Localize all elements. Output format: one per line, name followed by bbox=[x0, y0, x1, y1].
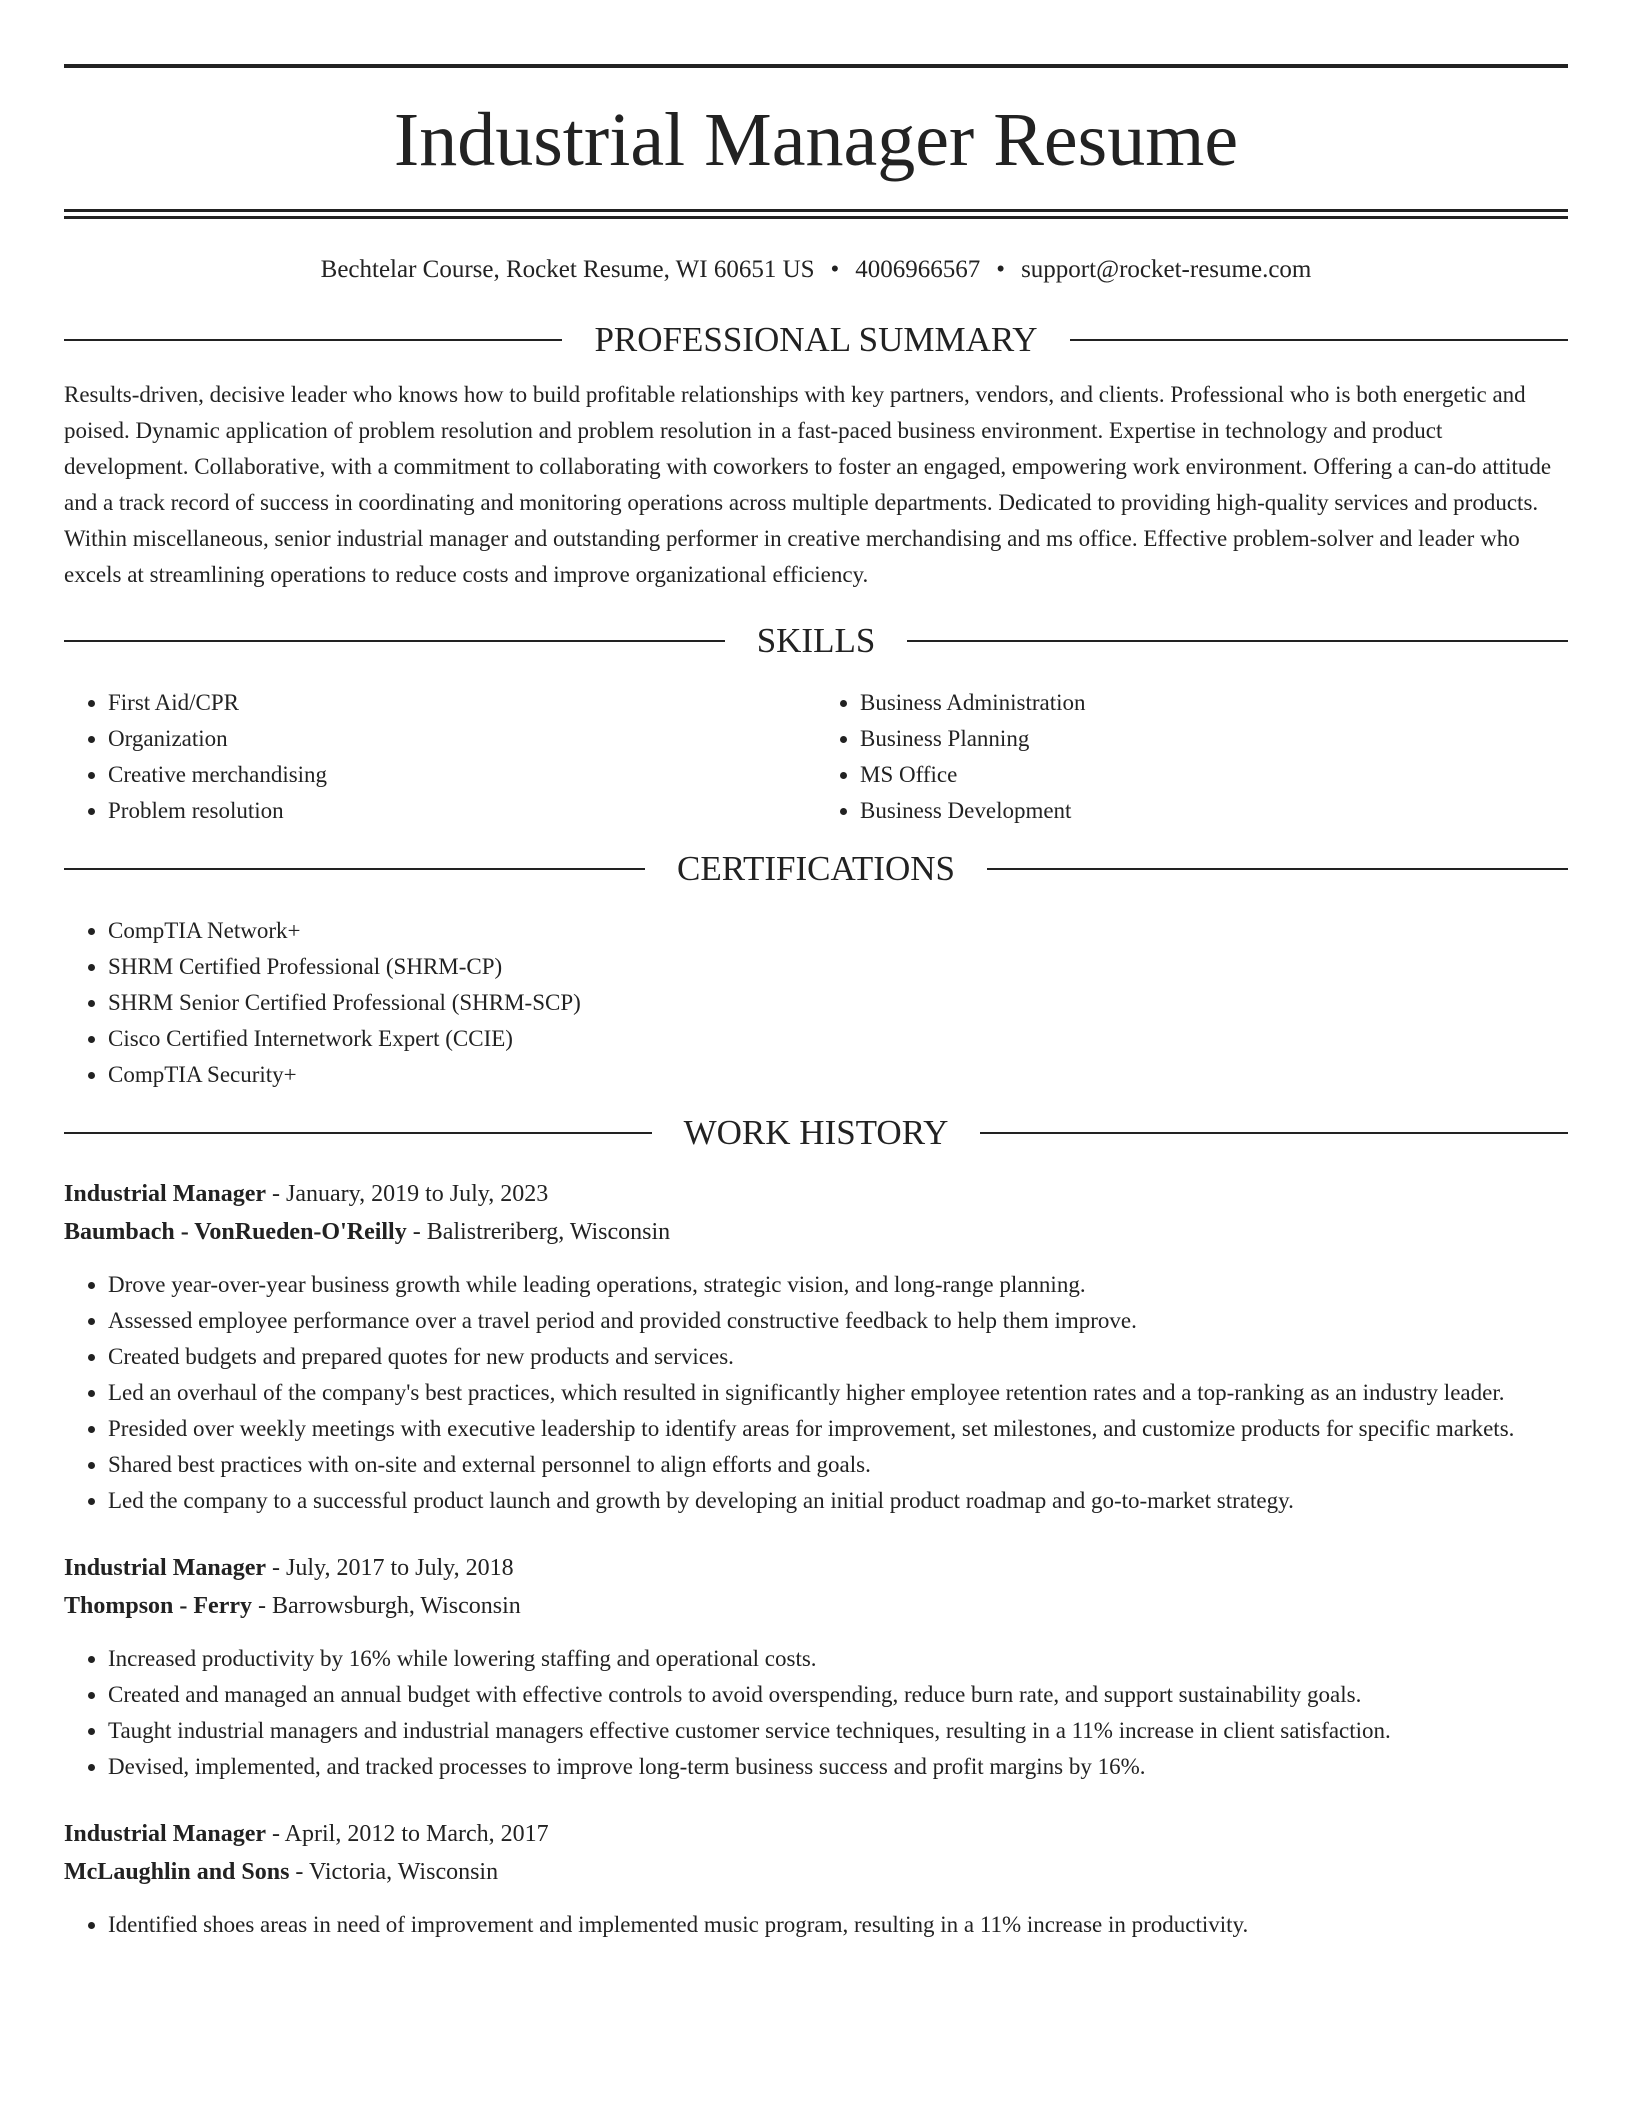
job-dates: - January, 2019 to July, 2023 bbox=[266, 1181, 549, 1207]
skills-list bbox=[64, 685, 1568, 829]
job-bullet: • Created budgets and prepared quotes for new products and services. bbox=[108, 1339, 1568, 1375]
job-entry bbox=[64, 1815, 1568, 1943]
job-entry bbox=[64, 1549, 1568, 1785]
job-bullet: • Drove year-over-year business growth while leading operations, strategic vision, and long-range planning. bbox=[108, 1267, 1568, 1303]
job-location: - Balistreriberg, Wisconsin bbox=[406, 1219, 671, 1245]
job-bullet: • Assessed employee performance over a travel period and provided constructive feedback to help them improve. bbox=[108, 1303, 1568, 1339]
skill-item: • Business Development bbox=[860, 793, 1568, 829]
heading-rule-left bbox=[64, 640, 725, 642]
job-title-line bbox=[64, 1175, 1568, 1213]
job-dates: - April, 2012 to March, 2017 bbox=[266, 1821, 549, 1847]
work-history-heading-label: WORK HISTORY bbox=[683, 1113, 949, 1152]
heading-rule-left bbox=[64, 868, 645, 870]
skills-heading bbox=[64, 621, 1568, 661]
job-company: McLaughlin and Sons bbox=[64, 1859, 290, 1885]
certification-item: • SHRM Certified Professional (SHRM-CP) bbox=[108, 949, 1568, 985]
heading-rule-right bbox=[1070, 339, 1568, 341]
job-bullet: • Presided over weekly meetings with executive leadership to identify areas for improvement, set milestones, and customize products for specific markets. bbox=[108, 1411, 1568, 1447]
contact-separator: • bbox=[830, 256, 840, 283]
job-bullet: • Identified shoes areas in need of improvement and implemented music program, resulting in a 11% increase in productivity. bbox=[108, 1907, 1568, 1943]
summary-text: Results-driven, decisive leader who knows how to build profitable relationships with key partners, vendors, and clients. Professional who is both energetic and poised. Dynamic application of problem resolution and problem resolution in a fast-paced business environment. Expertise in technology and product development. Collaborative, with a commitment to collaborating with coworkers to foster an engaged, empowering work environment. Offering a can-do attitude and a track record of success in coordinating and monitoring operations across multiple departments. Dedicated to providing high-quality services and products. Within miscellaneous, senior industrial manager and outstanding performer in creative merchandising and ms office. Effective problem-solver and leader who excels at streamlining operations to reduce costs and improve organizational efficiency. bbox=[64, 382, 1552, 587]
summary-heading bbox=[64, 320, 1568, 360]
certifications-heading-label: CERTIFICATIONS bbox=[677, 849, 955, 888]
heading-rule-right bbox=[907, 640, 1568, 642]
contact-email: support@rocket-resume.com bbox=[1021, 256, 1312, 283]
job-dates: - July, 2017 to July, 2018 bbox=[266, 1555, 514, 1581]
certification-item: • Cisco Certified Internetwork Expert (CCIE) bbox=[108, 1021, 1568, 1057]
contact-phone: 4006966567 bbox=[855, 256, 981, 283]
contact-line bbox=[64, 252, 1568, 288]
work-history-heading bbox=[64, 1113, 1568, 1153]
certifications-heading bbox=[64, 849, 1568, 889]
job-bullet: • Shared best practices with on-site and external personnel to align efforts and goals. bbox=[108, 1447, 1568, 1483]
job-title: Industrial Manager bbox=[64, 1181, 267, 1207]
heading-rule-left bbox=[64, 339, 562, 341]
job-company: Baumbach - VonRueden-O'Reilly bbox=[64, 1219, 407, 1245]
job-bullet: • Led an overhaul of the company's best practices, which resulted in significantly higher employee retention rates and a top-ranking as an industry leader. bbox=[108, 1375, 1568, 1411]
summary-heading-label: PROFESSIONAL SUMMARY bbox=[594, 320, 1038, 359]
heading-rule-right bbox=[980, 1132, 1568, 1134]
heading-rule-right bbox=[987, 868, 1568, 870]
heading-rule-left bbox=[64, 1132, 652, 1134]
skill-item: • First Aid/CPR bbox=[108, 685, 816, 721]
skill-item: • Problem resolution bbox=[108, 793, 816, 829]
job-bullets bbox=[64, 1907, 1568, 1943]
skills-column-right bbox=[816, 685, 1568, 829]
job-title-line bbox=[64, 1815, 1568, 1853]
job-company-line bbox=[64, 1853, 1568, 1891]
skill-item: • Business Administration bbox=[860, 685, 1568, 721]
job-bullet: • Increased productivity by 16% while lowering staffing and operational costs. bbox=[108, 1641, 1568, 1677]
job-bullets bbox=[64, 1641, 1568, 1785]
contact-address: Bechtelar Course, Rocket Resume, WI 60651 US bbox=[320, 256, 815, 283]
job-title-line bbox=[64, 1549, 1568, 1587]
title-double-rule bbox=[64, 209, 1568, 219]
skill-item: • Business Planning bbox=[860, 721, 1568, 757]
work-history-list bbox=[64, 1175, 1568, 1943]
skills-heading-label: SKILLS bbox=[756, 621, 876, 660]
job-entry bbox=[64, 1175, 1568, 1519]
skill-item: • Organization bbox=[108, 721, 816, 757]
job-bullets bbox=[64, 1267, 1568, 1519]
top-rule bbox=[64, 64, 1568, 68]
contact-separator: • bbox=[996, 256, 1006, 283]
skill-item: • MS Office bbox=[860, 757, 1568, 793]
certification-item: • CompTIA Security+ bbox=[108, 1057, 1568, 1093]
resume-title: Industrial Manager Resume bbox=[393, 98, 1239, 182]
job-title: Industrial Manager bbox=[64, 1821, 267, 1847]
job-title: Industrial Manager bbox=[64, 1555, 267, 1581]
certification-item: • SHRM Senior Certified Professional (SHRM-SCP) bbox=[108, 985, 1568, 1021]
job-company: Thompson - Ferry bbox=[64, 1593, 252, 1619]
skill-item: • Creative merchandising bbox=[108, 757, 816, 793]
job-bullet: • Created and managed an annual budget with effective controls to avoid overspending, reduce burn rate, and support sustainability goals. bbox=[108, 1677, 1568, 1713]
job-bullet: • Taught industrial managers and industrial managers effective customer service techniques, resulting in a 11% increase in client satisfaction. bbox=[108, 1713, 1568, 1749]
job-company-line bbox=[64, 1213, 1568, 1251]
skills-column-left bbox=[64, 685, 816, 829]
certification-item: • CompTIA Network+ bbox=[108, 913, 1568, 949]
certifications-list bbox=[64, 913, 1568, 1093]
job-bullet: • Led the company to a successful product launch and growth by developing an initial product roadmap and go-to-market strategy. bbox=[108, 1483, 1568, 1519]
job-location: - Barrowsburgh, Wisconsin bbox=[252, 1593, 521, 1619]
job-company-line bbox=[64, 1587, 1568, 1625]
job-location: - Victoria, Wisconsin bbox=[289, 1859, 499, 1885]
job-bullet: • Devised, implemented, and tracked processes to improve long-term business success and profit margins by 16%. bbox=[108, 1749, 1568, 1785]
